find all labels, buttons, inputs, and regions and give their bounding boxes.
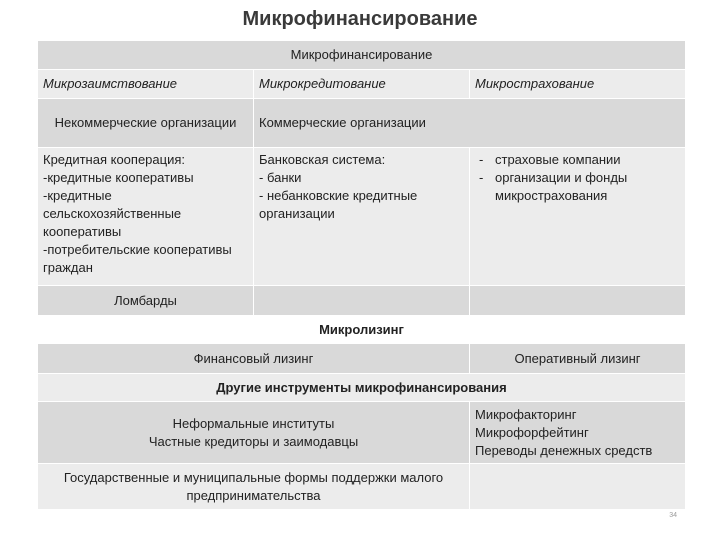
commercial-orgs-label: Коммерческие организации — [254, 99, 686, 148]
credit-cooperation-heading: Кредитная кооперация: — [43, 152, 185, 167]
banking-system-heading: Банковская система: — [259, 152, 386, 167]
credit-coop-line: -кредитные сельскохозяйственные кооперативы — [43, 188, 182, 239]
credit-coop-line: -потребительские кооперативы граждан — [43, 242, 232, 275]
insurance-list — [475, 151, 680, 205]
column-header-microinsurance: Микрострахование — [470, 70, 686, 99]
pawnshops-cell: Ломбарды — [38, 286, 254, 316]
factoring-cell — [470, 402, 686, 464]
credit-coop-line: -кредитные кооперативы — [43, 170, 194, 185]
noncommercial-orgs-label: Некоммерческие организации — [38, 99, 254, 148]
empty-cell — [470, 464, 686, 510]
banking-line: - небанковские кредитные организации — [259, 188, 418, 221]
other-instruments-header: Другие инструменты микрофинансирования — [38, 374, 686, 402]
page-title: Микрофинансирование — [242, 8, 478, 30]
insurance-cell — [470, 148, 686, 286]
empty-cell — [254, 286, 470, 316]
informal-institutions-text: Неформальные институты — [172, 415, 335, 431]
banking-system-cell — [254, 148, 470, 286]
table-header: Микрофинансирование — [38, 41, 686, 70]
banking-line: - банки — [259, 170, 302, 185]
page-number: 34 — [669, 512, 677, 519]
list-item: - страховые компании — [475, 151, 680, 169]
private-lenders-text: Частные кредиторы и заимодавцы — [148, 433, 359, 449]
informal-institutions-cell — [38, 402, 470, 464]
microforfaiting-text: Микрофорфейтинг — [475, 424, 589, 440]
column-header-microborrowing: Микрозаимствование — [38, 70, 254, 99]
microfactoring-text: Микрофакторинг — [475, 406, 577, 422]
money-transfers-text: Переводы денежных средств — [475, 442, 653, 458]
microleasing-header: Микролизинг — [38, 316, 686, 344]
state-support-cell: Государственные и муниципальные формы поддержки малого предпринимательства — [38, 464, 470, 510]
column-header-microcredit: Микрокредитование — [254, 70, 470, 99]
financial-leasing-cell: Финансовый лизинг — [38, 344, 470, 374]
empty-cell — [470, 286, 686, 316]
operating-leasing-cell: Оперативный лизинг — [470, 344, 686, 374]
credit-cooperation-cell — [38, 148, 254, 286]
microfinance-table — [37, 40, 686, 510]
list-item: - организации и фонды микрострахования — [475, 169, 680, 205]
